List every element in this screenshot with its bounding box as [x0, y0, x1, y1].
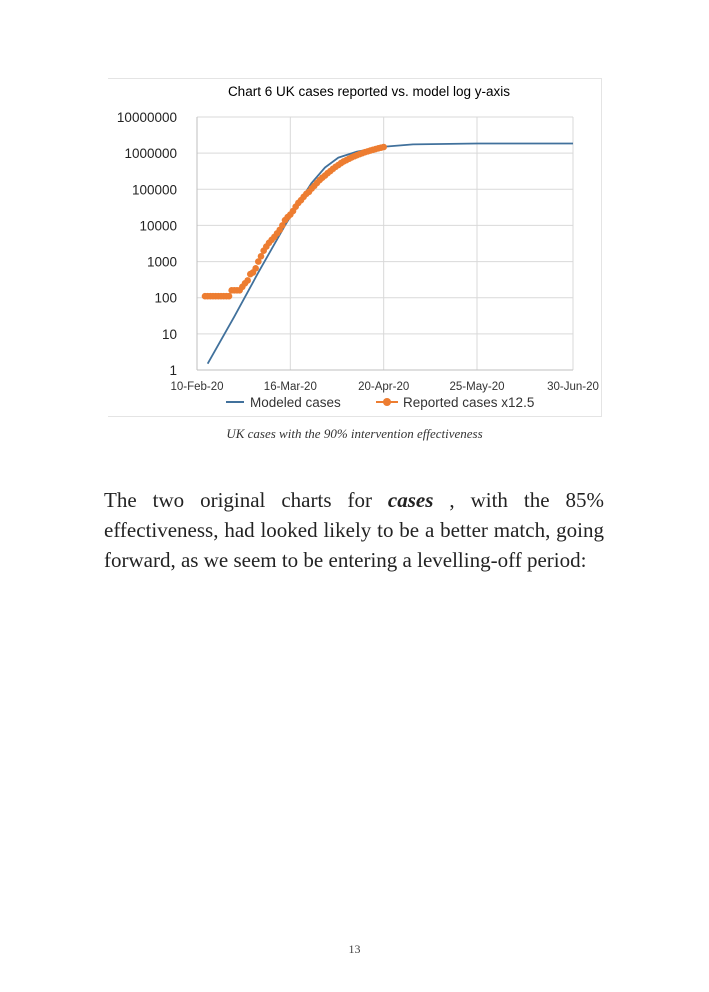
- y-tick-label: 100: [154, 290, 177, 306]
- y-tick-label: 10000: [139, 218, 177, 234]
- page-number: 13: [348, 942, 361, 956]
- legend-swatch-marker-reported-cases: [383, 398, 391, 406]
- y-tick-label: 10000000: [116, 110, 177, 125]
- data-point-reported-cases: [380, 144, 387, 151]
- data-point-reported-cases: [244, 277, 251, 284]
- y-tick-label: 1: [169, 363, 177, 378]
- body-paragraph: [104, 485, 604, 575]
- body-text-end: , with the 85% effectiveness, had looked likely to be a better match, going forward, as we seem to be entering a levelling-off period:: [104, 488, 605, 572]
- data-point-reported-cases: [252, 265, 259, 272]
- x-tick-label: 30-Jun-20: [547, 381, 599, 393]
- y-tick-label: 100000: [131, 182, 177, 198]
- chart-title: Chart 6 UK cases reported vs. model log y-axis: [227, 84, 511, 99]
- legend-label-reported-cases: Reported cases x12.5: [403, 395, 535, 410]
- x-tick-label: 20-Apr-20: [358, 381, 410, 393]
- chart: [108, 79, 601, 416]
- body-text-start: The two original charts for: [104, 488, 388, 512]
- figure-caption: UK cases with the 90% intervention effectiveness: [226, 426, 483, 441]
- data-point-reported-cases: [226, 293, 233, 300]
- x-tick-label: 16-Mar-20: [263, 381, 317, 393]
- y-tick-label: 1000000: [124, 146, 177, 162]
- x-tick-label: 25-May-20: [449, 381, 505, 393]
- data-point-reported-cases: [258, 253, 265, 260]
- y-tick-label: 1000: [146, 254, 177, 270]
- x-tick-label: 10-Feb-20: [170, 381, 224, 393]
- y-tick-label: 10: [161, 326, 177, 342]
- legend-label-modeled-cases: Modeled cases: [250, 395, 341, 410]
- body-emphasis: cases: [387, 488, 434, 512]
- chart-container: [108, 78, 602, 417]
